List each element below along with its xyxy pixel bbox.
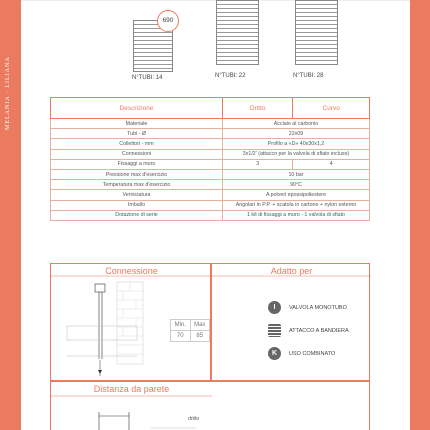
min-max-table	[170, 319, 210, 342]
table-row: Connessioni 3x1/2' (attacco per la valvola di sfiato incluso)	[51, 149, 370, 159]
monotube-valve-icon: I	[268, 301, 281, 314]
radiator-label: N°TUBI: 22	[215, 73, 246, 79]
table-row: Temperatura max d'esercizio 90°C	[51, 180, 370, 190]
header-curved: Curvo	[293, 98, 370, 119]
suitable-for-title: Adatto per	[270, 266, 313, 276]
table-row: Fissaggi a muro 3 4	[51, 159, 370, 169]
suitable-item-label: VALVOLA MONOTUBO	[289, 305, 347, 311]
radiator-28-tubes	[295, 0, 338, 65]
height-badge: 690	[157, 10, 179, 32]
radiator-22-tubes	[216, 0, 259, 65]
connection-panel	[50, 263, 211, 381]
header-description: Descrizione	[51, 98, 223, 119]
wall-distance-title: Distanza da parete	[93, 384, 170, 394]
suitable-for-divider	[212, 264, 371, 382]
table-row: Pressione max d'esercizio 10 bar	[51, 169, 370, 179]
side-accent-bar	[0, 0, 21, 430]
table-row: Verniciatura A polveri epossipoliestere	[51, 190, 370, 200]
table-row: Imballo Angolari in P.P. + scatola in cartone + nylon esterno	[51, 200, 370, 210]
list-item	[212, 301, 371, 315]
header-straight: Dritto	[223, 98, 293, 119]
max-label: Max	[190, 320, 210, 331]
list-item	[212, 324, 371, 338]
spec-table	[50, 97, 370, 221]
combined-use-icon: K	[268, 347, 281, 360]
radiator-label: N°TUBI: 28	[293, 73, 324, 79]
min-value: 70	[171, 331, 191, 342]
table-row: Collettori - mm Profilo a «D» 40x30x1,2	[51, 139, 370, 149]
radiator-illustration	[216, 0, 259, 65]
suitable-item-label: ATTACCO A BANDIERA	[289, 328, 349, 334]
table-row: Dotazione di serie 1 kit di fissaggi a muro - 1 valvola di sfiato	[51, 210, 370, 220]
sidebar-product-name: MELANIA · LILIANA	[5, 56, 11, 130]
radiator-icon	[268, 324, 281, 337]
table-row: Materiale Acciaio al carbonio	[51, 119, 370, 129]
wall-distance-panel	[50, 381, 370, 430]
max-value: 85	[190, 331, 210, 342]
table-row: Tubi - Ø 22x09	[51, 129, 370, 139]
right-accent-bar	[410, 0, 430, 430]
radiator-illustration	[295, 0, 338, 65]
radiator-label: N°TUBI: 14	[132, 75, 163, 81]
list-item	[212, 347, 371, 361]
min-label: Min.	[171, 320, 191, 331]
wall-distance-diagram	[51, 382, 371, 430]
suitable-for-panel	[211, 263, 370, 381]
suitable-item-label: USO COMBINATO	[289, 351, 336, 357]
wall-distance-note: dritto	[188, 416, 200, 422]
connection-title: Connessione	[105, 266, 158, 276]
